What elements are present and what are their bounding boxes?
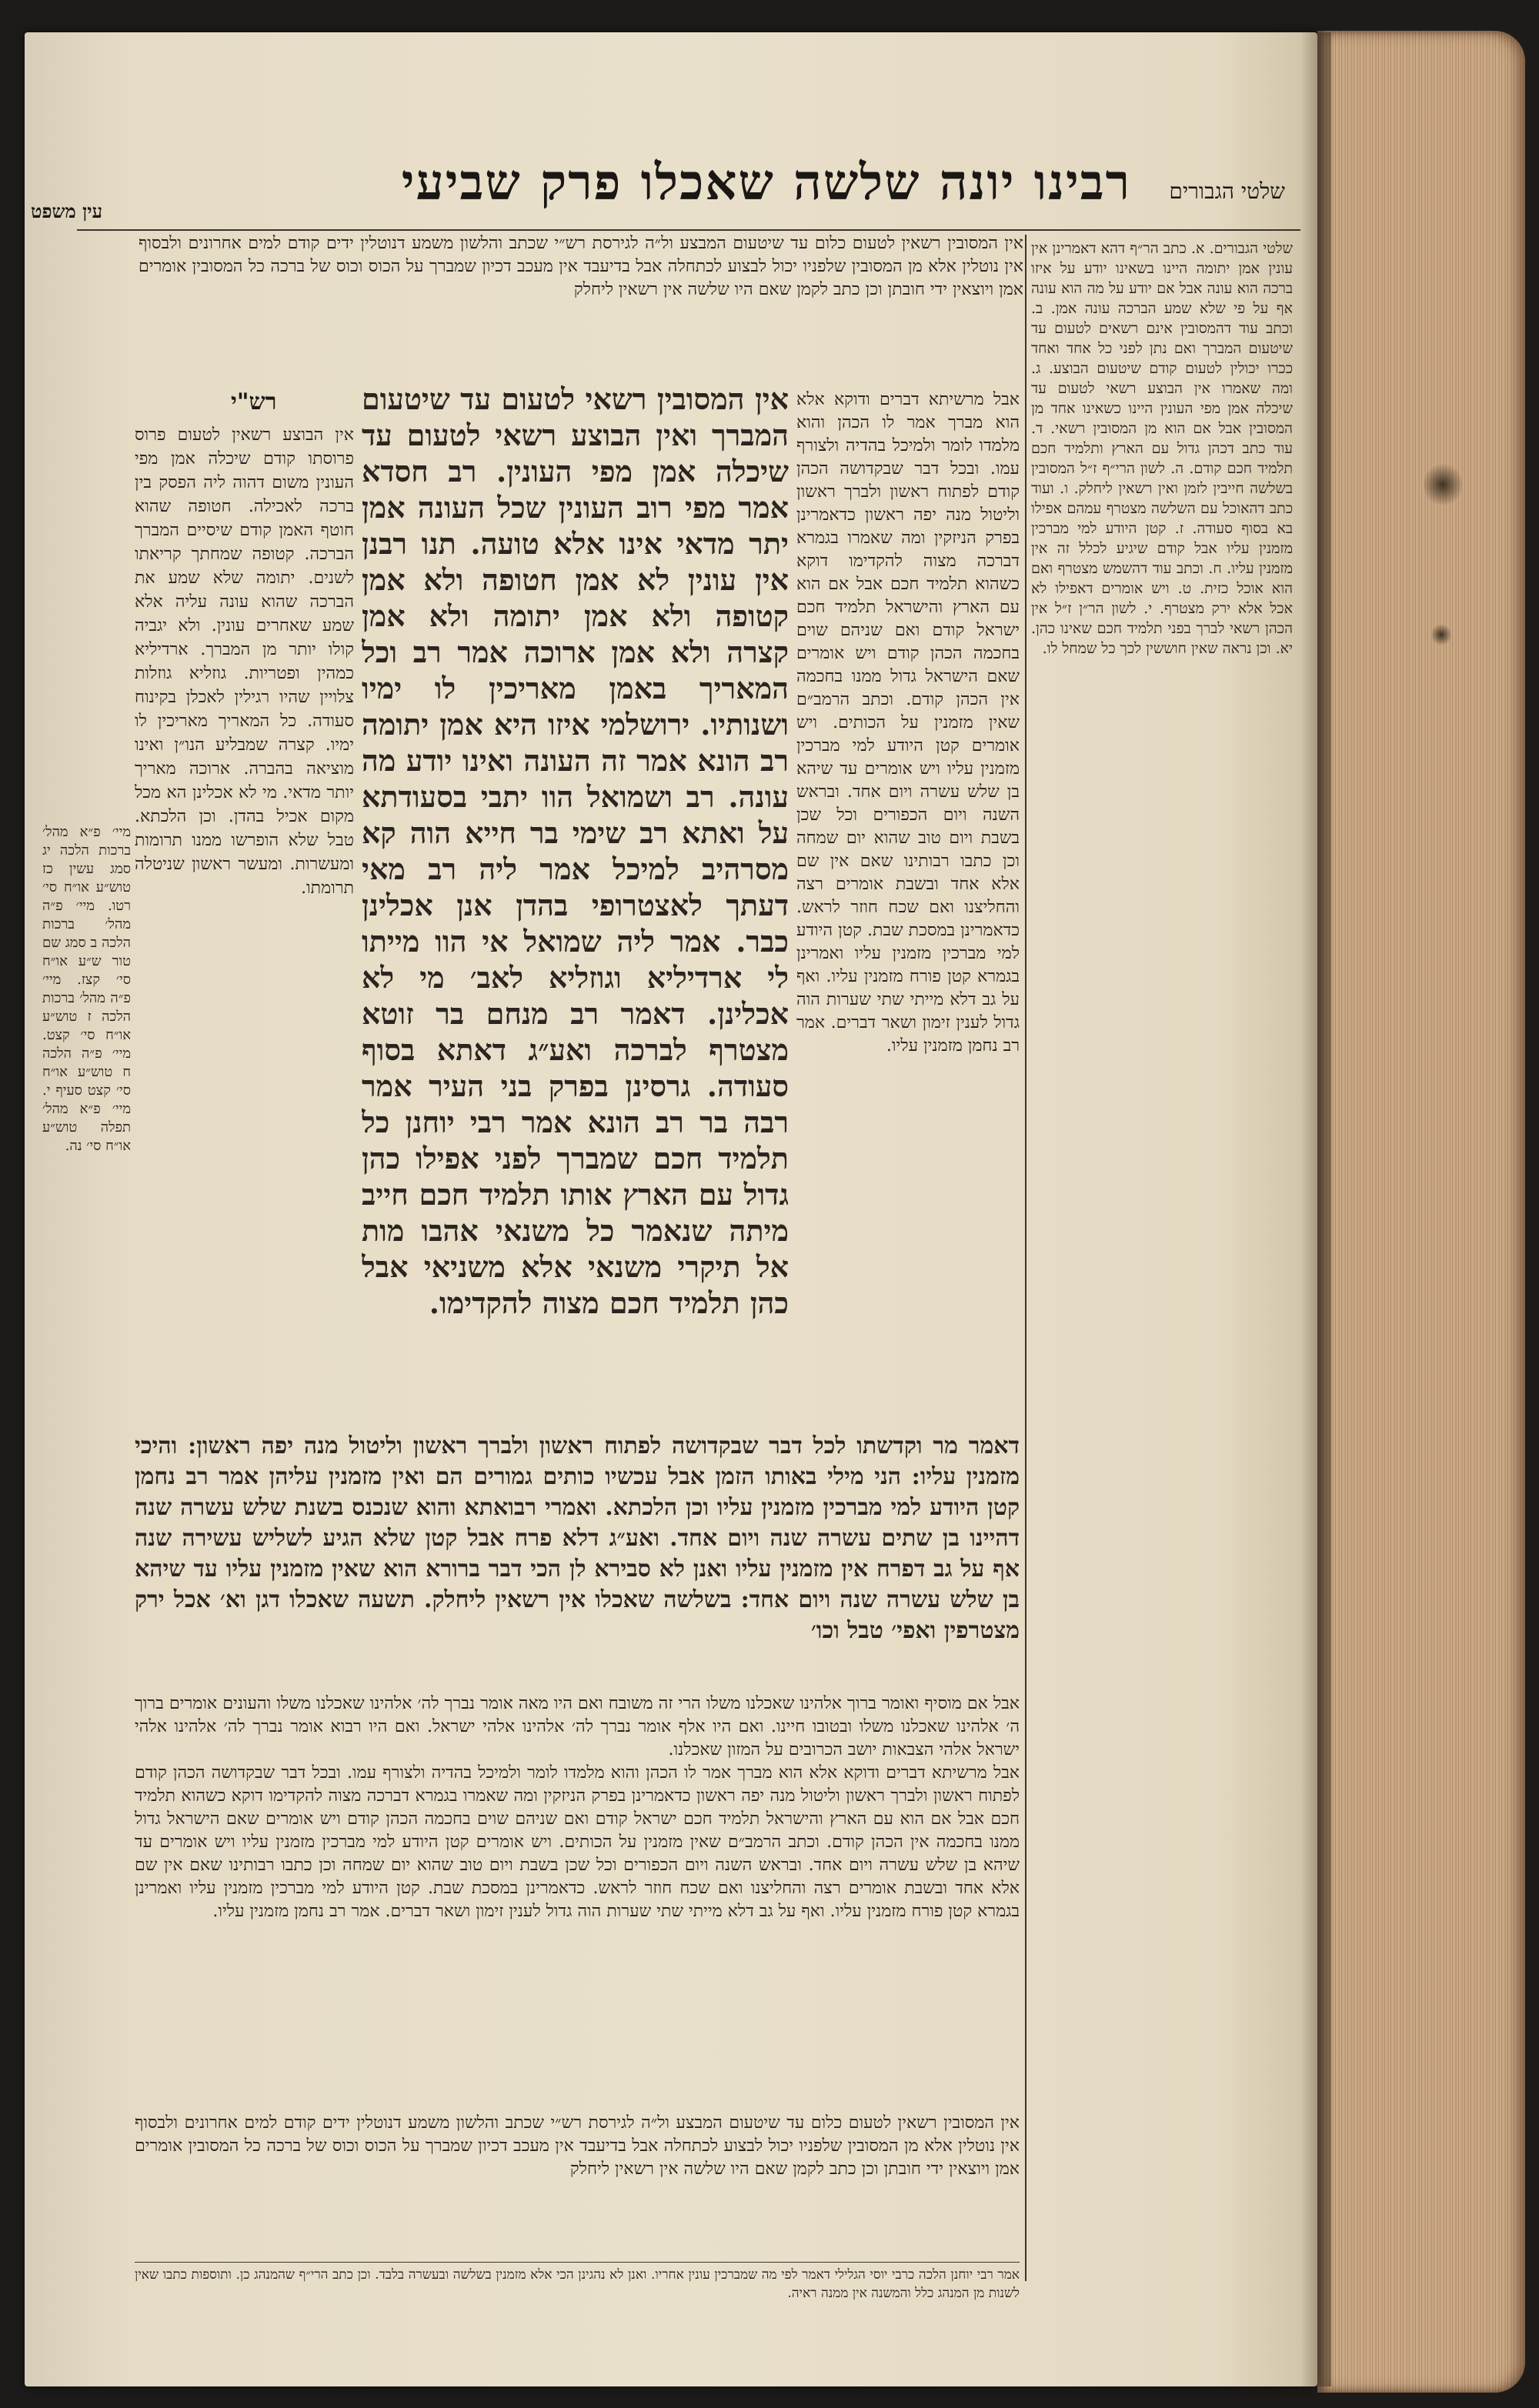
footnote-rule	[135, 2262, 1020, 2263]
main-text: אין המסובין רשאי לטעום עד שיטעום המברך ואין הבוצע רשאי לטעום עד שיכלה אמן מפי העונין. רב חסדא אמר מפי רוב העונין שכל העונה אמן יתר מדאי אינו אלא טועה. תנו רבנן אין עונין לא אמן חטופה ולא אמן קטופה ולא אמן יתומה ולא אמן קצרה ולא אמן ארוכה אמר רב וכל המאריך באמן מאריכין לו ימיו ושנותיו. ירושלמי איזו היא אמן יתומה רב הונא אמר זה העונה ואינו יודע מה עונה. רב ושמואל הוו יתבי בסעודתא על ואתא רב שימי בר חייא הוה קא מסרהיב למיכל אמר ליה רב מאי דעתך לאצטרופי בהדן אנן אכלינן כבר. אמר ליה שמואל אי הוו מייתו לי ארדיליא וגוזליא לאב׳ מי לא אכלינן. דאמר רב מנחם בר זוטא מצטרף לברכה ואע״ג דאתא בסוף סעודה. גרסינן בפרק בני העיר אמר רבה בר רב הונא אמר רבי יוחנן כל תלמיד חכם שמברך לפני אפילו כהן גדול עם הארץ אותו תלמיד חכם חייב מיתה שנאמר כל משנאי אהבו מות אל תיקרי משנאי אלא משניאי אבל כהן תלמיד חכם מצוה להקדימו.	[362, 382, 789, 1320]
book-fore-edge	[1317, 31, 1525, 2393]
ink-stain	[1424, 462, 1462, 508]
rashi-heading: רש"י	[231, 389, 277, 415]
running-header-left: עין משפט	[31, 200, 103, 222]
right-commentary-column: שלטי הגבורים. א. כתב הר״ף דהא דאמרינן אין עונין אמן יתומה היינו בשאינו יודע על איזו ברכה הוא עונה אבל אם יודע על מה הוא עונה אף על פי שלא שמע הברכה עונה אמן. ב. וכתב עוד דהמסובין אינם רשאים לטעום עד שיטעום המברך ואם נתן לפני כל אחד ואחד ככרו יכולין לטעום קודם שיטעום הבוצע. ג. ומה שאמרו אין הבוצע רשאי לטעום עד שיכלה אמן מפי העונין היינו כשאינו אחד מן המסובין אבל אם הוא מן המסובין רשאי. ד. עוד כתב דכהן גדול עם הארץ ותלמיד חכם תלמיד חכם קודם. ה. לשון הרי״ף ז״ל המסובין בשלשה חייבין לזמן ואין רשאין ליחלק. ו. ועוד כתב דהאוכל עם השלשה מצטרף עמהם אפילו בא בסוף סעודה. ז. קטן היודע למי מברכין מזמנין עליו אבל קודם שיגיע לכלל זה אין מזמנין עליו. ח. וכתב עוד דהשמש מצטרף ואם הוא אוכל כזית. ט. ויש אומרים דאפילו לא אכל אלא ירק מצטרף. י. לשון הר״ן ז״ל אין הכהן רשאי לברך בפני תלמיד חכם שאינו כהן. יא. וכן נראה שאין חוששין לכך כל שמחל לו.	[1031, 240, 1293, 657]
bottom-commentary: אבל אם מוסיף ואומר ברוך אלהינו שאכלנו משלו הרי זה משובח ואם היו מאה אומר נברך לה׳ אלהינו שאכלנו משלו והעונים אומרים ברוך ה׳ אלהינו שאכלנו משלו ובטובו חיינו. ואם היו אלף אומר נברך לה׳ אלהינו אלהי ישראל. ואם היו רבוא אומר נברך לה׳ אלהינו אלהי ישראל אלהי הצבאות יושב הכרובים על המזון שאכלנו. אבל מרשיתא דברים ודוקא אלא הוא מברך אמר לו הכהן והוא מלמדו לומר ולמיכל בהדיה ולצורף עמו. ובכל דבר שבקדושה הכהן קודם לפתוח ראשון ולברך ראשון וליטול מנה יפה ראשון כדאמרינן בפרק הניזקין ומה שאמרו בגמרא דברכה מצוה להקדימו דוקא כשהוא תלמיד חכם אבל אם הוא עם הארץ והישראל תלמיד חכם ישראל קודם ואם שניהם שוים בחכמה הכהן קודם ויש אומרים שאם הישראל גדול ממנו בחכמה אין הכהן קודם. וכתב הרמב״ם שאין מזמנין על הכותים. ויש אומרים קטן היודע למי מברכין מזמנין עליו ויש אומרים עד שיהא בן שלש עשרה ויום אחד. ובראש השנה ויום הכפורים וכל שכן בשבת ויום טוב שהוא יום שמחה וכן כתבו רבותינו שאם אין שם אלא אחד ובשבת אומרים רצה והחליצנו ואם שכח חוזר לראש. כדאמרינן במסכת שבת. קטן היודע למי מברכין מזמנין עליו ואמרינן בגמרא קטן פורח מזמנין עליו. ואף על גב דלא מייתי שתי שערות הוה גדול לענין זימון ושאר דברים. אמר רב נחמן מזמנין עליו.	[135, 1694, 1020, 1921]
main-text-continued: דאמר מר וקדשתו לכל דבר שבקדושה לפתוח ראשון ולברך ראשון וליטול מנה יפה ראשון: והיכי מזמנין עליו: הני מילי באותו הזמן אבל עכשיו כותים גמורים הם ואין מזמנין עליהן אמר רב נחמן קטן היודע למי מברכין מזמנין עליו וכן הלכתא. ואמרי רבואתא והוא שנכנס בשנת שלש עשרה שנה דהיינו בן שתים עשרה שנה ויום אחד. ואע״ג דלא פרח אבל קטן שלא הגיע לשליש עשירה שנה אף על גב דפרח אין מזמנין עליו ואנן לא סבירא לן הכי דבר ברורא הוא שאין מזמנין עליו עד שיהא בן שלש עשרה שנה ויום אחד: בשלשה שאכלו אין רשאין ליחלק. תשעה שאכלו דגן וא׳ אכל ירק מצטרפין ואפי׳ טבל וכו׳	[135, 1432, 1020, 1644]
top-commentary: אין המסובין רשאין לטעום כלום עד שיטעום המבצע ול״ה לגירסת רש״י שכתב והלשון משמע דנוטלין ידים קודם למים אחרונים ולבסוף אין נוטלין אלא מן המסובין שלפניו יכול לבצוע לכתחלה אבל בדיעבד אין מעכב דכיון שמברך על הכוס וכוס של ברכה כל המסובין אומרים אמן ויוצאין ידי חובתן וכן כתב לקמן שאם היו שלשה אין רשאין ליחלק	[139, 234, 1023, 299]
page-header	[31, 154, 1308, 223]
right-column-rule	[1025, 235, 1027, 2281]
lower-commentary: אין המסובין רשאין לטעום כלום עד שיטעום המבצע ול״ה לגירסת רש״י שכתב והלשון משמע דנוטלין ידים קודם למים אחרונים ולבסוף אין נוטלין אלא מן המסובין שלפניו יכול לבצוע לכתחלה אבל בדיעבד אין מעכב דכיון שמברך על הכוס וכוס של ברכה כל המסובין אומרים אמן ויוצאין ידי חובתן וכן כתב לקמן שאם היו שלשה אין רשאין ליחלק	[135, 2113, 1020, 2179]
page-edge-shadow	[1300, 32, 1331, 2386]
rashi-column: אין הבוצע רשאין לטעום פרוס פרוסתו קודם שיכלה אמן מפי העונין משום דהוה ליה הפסק בין ברכה לאכילה. חטופה שהוא חוטף האמן קודם שיסיים המברך הברכה. קטופה שמחתך קריאתו לשנים. יתומה שלא שמע את הברכה שהוא עונה עליה אלא שמע שאחרים עונין. ולא יגביה קולו יותר מן המברך. ארדיליא כמהין ופטריות. גוזליא גוזלות צלויין שהיו רגילין לאכלן בקינוח סעודה. כל המאריך מאריכין לו ימיו. קצרה שמבליע הנו״ן ואינו מוציאה בהברה. ארוכה מאריך יותר מדאי. מי לא אכלינן הא מכל מקום אכיל בהדן. וכן הלכתא. טבל שלא הופרשו ממנו תרומות ומעשרות. ומעשר ראשון שניטלה תרומתו.	[135, 425, 354, 898]
running-header-right: שלטי הגבורים	[1169, 178, 1285, 204]
header-rule	[77, 229, 1300, 231]
page-title: רבינו יונה שלשה שאכלו פרק שביעי	[401, 154, 1131, 212]
footnotes: אמר רבי יוחנן הלכה כרבי יוסי הגלילי דאמר לפי מה שמברכין עונין אחריו. ואנן לא נהגינן הכי אלא מזמנין בשלשה ובעשרה בלבד. וכן כתב הרי״ף שהמנהג כן. ותוספות כתבו שאין לשנות מן המנהג כלל והמשנה אין ממנה ראיה.	[135, 2267, 1020, 2301]
inner-commentary-column: אבל מרשיתא דברים ודוקא אלא הוא מברך אמר לו הכהן והוא מלמדו לומר ולמיכל בהדיה ולצורף עמו. ובכל דבר שבקדושה הכהן קודם לפתוח ראשון ולברך ראשון וליטול מנה יפה ראשון כדאמרינן בפרק הניזקין ומה שאמרו בגמרא דברכה מצוה להקדימו דוקא כשהוא תלמיד חכם אבל אם הוא עם הארץ והישראל תלמיד חכם ישראל קודם ואם שניהם שוים בחכמה הכהן קודם ויש אומרים שאם הישראל גדול ממנו בחכמה אין הכהן קודם. וכתב הרמב״ם שאין מזמנין על הכותים. ויש אומרים קטן היודע למי מברכין מזמנין עליו ויש אומרים עד שיהא בן שלש עשרה ויום אחד. ובראש השנה ויום הכפורים וכל שכן בשבת ויום טוב שהוא יום שמחה וכן כתבו רבותינו שאם אין שם אלא אחד ובשבת אומרים רצה והחליצנו ואם שכח חוזר לראש. כדאמרינן במסכת שבת. קטן היודע למי מברכין מזמנין עליו ואמרינן בגמרא קטן פורח מזמנין עליו. ואף על גב דלא מייתי שתי שערות הוה גדול לענין זימון ושאר דברים. אמר רב נחמן מזמנין עליו.	[796, 390, 1020, 1056]
ink-stain	[1431, 623, 1451, 646]
left-margin-notes: מיי׳ פ״א מהל׳ ברכות הלכה יג סמג עשין כז טוש״ע או״ח סי׳ רטו. מיי׳ פ״ה מהל׳ ברכות הלכה ב סמג שם טור ש״ע או״ח סי׳ קצז. מיי׳ פ״ה מהל׳ ברכות הלכה ז טוש״ע או״ח סי׳ קצט. מיי׳ פ״ה הלכה ח טוש״ע או״ח סי׳ קצט סעיף י. מיי׳ פ״א מהל׳ תפלה טוש״ע או״ח סי׳ נה.	[42, 824, 131, 1154]
